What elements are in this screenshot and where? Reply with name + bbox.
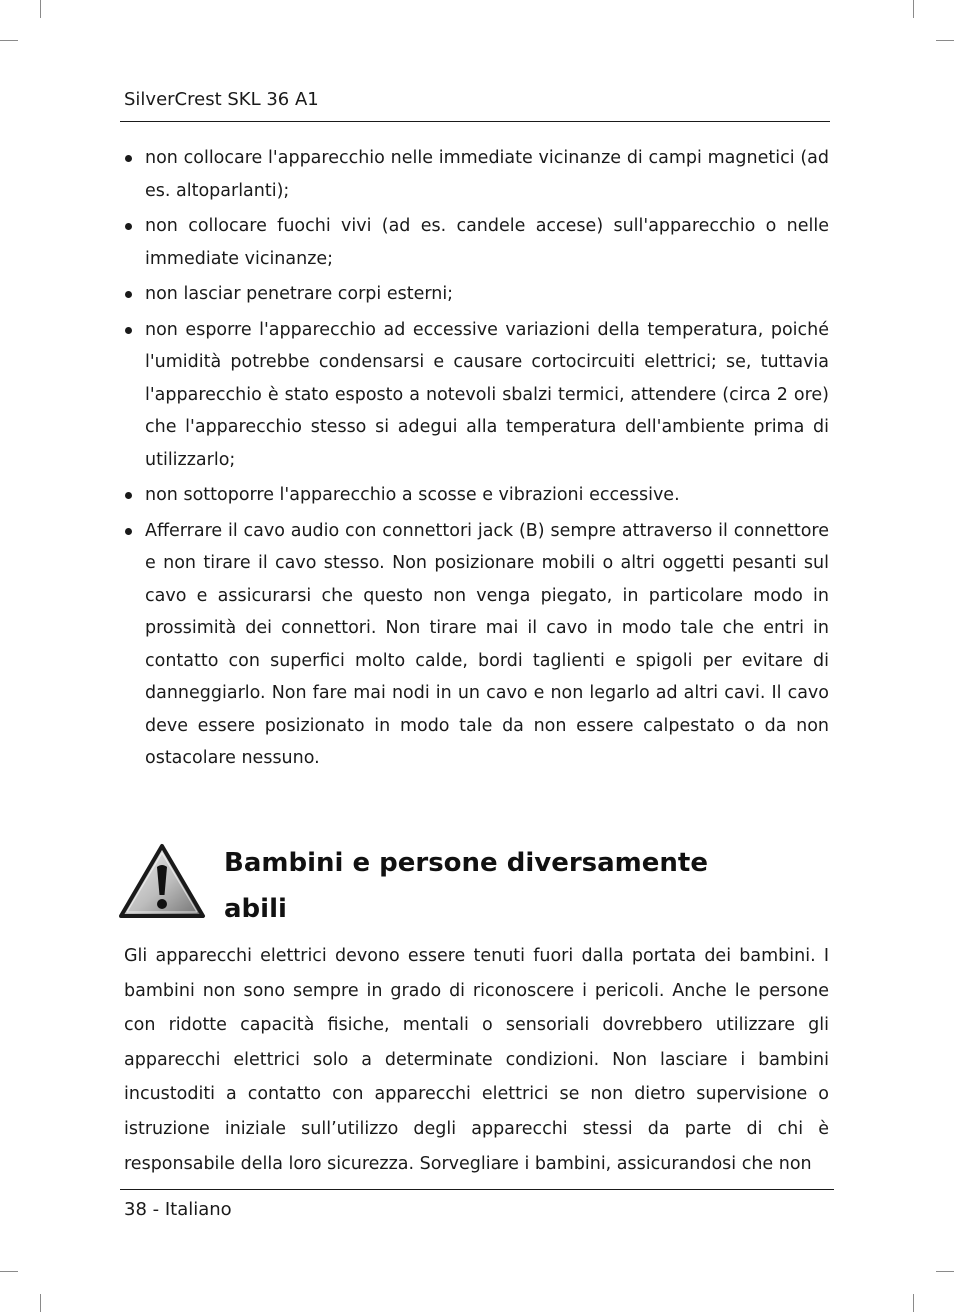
list-item-text: non esporre l'apparecchio ad eccessive variazioni della temperatura, poiché l'umidità potrebbe condensarsi e causare cortocircuiti elettrici; se, tuttavia l'apparecchio è stato esposto a notevoli sbalzi termici, attendere (circa 2 ore) che l'apparecchio stesso si adegui alla temperatura dell'ambiente prima di utilizzarlo; xyxy=(145,319,829,470)
crop-mark xyxy=(0,40,18,41)
list-item-text: non collocare l'apparecchio nelle immediate vicinanze di campi magnetici (ad es. altoparlanti); xyxy=(145,148,829,201)
warning-triangle-icon xyxy=(118,843,206,919)
bullet-icon xyxy=(125,291,132,298)
crop-mark xyxy=(40,0,41,18)
list-item-text: non lasciar penetrare corpi esterni; xyxy=(145,284,454,304)
running-header: SilverCrest SKL 36 A1 xyxy=(124,89,319,110)
bullet-icon xyxy=(125,155,132,162)
list-item-text: non collocare fuochi vivi (ad es. candele accese) sull'apparecchio o nelle immediate vicinanze; xyxy=(145,216,829,269)
body-paragraph: Gli apparecchi elettrici devono essere tenuti fuori dalla portata dei bambini. I bambini non sono sempre in grado di riconoscere i pericoli. Anche le persone con ridotte capacità fisiche, mentali o sensoriali dovrebbero utilizzare gli apparecchi elettrici solo a determinate condizioni. Non lasciare i bambini incustoditi a contatto con apparecchi elettrici se non dietro supervisione o istruzione iniziale sull’utilizzo degli apparecchi stessi da parte di chi è responsabile della loro sicurezza. Sorvegliare i bambini, assicurandosi che non xyxy=(124,946,829,1174)
bullet-icon xyxy=(125,327,132,334)
safety-bullet-list xyxy=(124,142,829,778)
list-item xyxy=(124,210,829,275)
list-item xyxy=(124,314,829,477)
header-rule xyxy=(120,121,830,122)
crop-mark xyxy=(936,1271,954,1272)
crop-mark xyxy=(0,1271,18,1272)
crop-mark xyxy=(40,1294,41,1312)
bullet-icon xyxy=(125,223,132,230)
list-item xyxy=(124,142,829,207)
section-heading-line: Bambini e persone diversamente xyxy=(224,848,708,878)
crop-mark xyxy=(936,40,954,41)
list-item-text: Afferrare il cavo audio con connettori jack (B) sempre attraverso il connettore e non tirare il cavo stesso. Non posizionare mobili o altri oggetti pesanti sul cavo e assicurarsi che questo non venga piegato, in particolare modo in prossimità dei connettori. Non tirare mai il cavo in modo tale che entri in contatto con superfici molto calde, bordi taglienti e spigoli per evitare di danneggiarlo. Non fare mai nodi in un cavo e non legarlo ad altri cavi. Il cavo deve essere posizionato in modo tale da non essere calpestato o da non ostacolare nessuno. xyxy=(145,520,829,768)
list-item xyxy=(124,278,829,311)
footer-rule xyxy=(120,1189,834,1190)
crop-mark xyxy=(913,0,914,18)
bullet-icon xyxy=(125,492,132,499)
list-item-text: non sottoporre l'apparecchio a scosse e vibrazioni eccessive. xyxy=(145,485,680,505)
page-number: 38 - Italiano xyxy=(124,1199,232,1220)
section-heading-line: abili xyxy=(224,894,287,924)
crop-mark xyxy=(913,1294,914,1312)
list-item xyxy=(124,515,829,775)
bullet-icon xyxy=(125,528,132,535)
list-item xyxy=(124,479,829,512)
section-heading xyxy=(224,840,744,932)
